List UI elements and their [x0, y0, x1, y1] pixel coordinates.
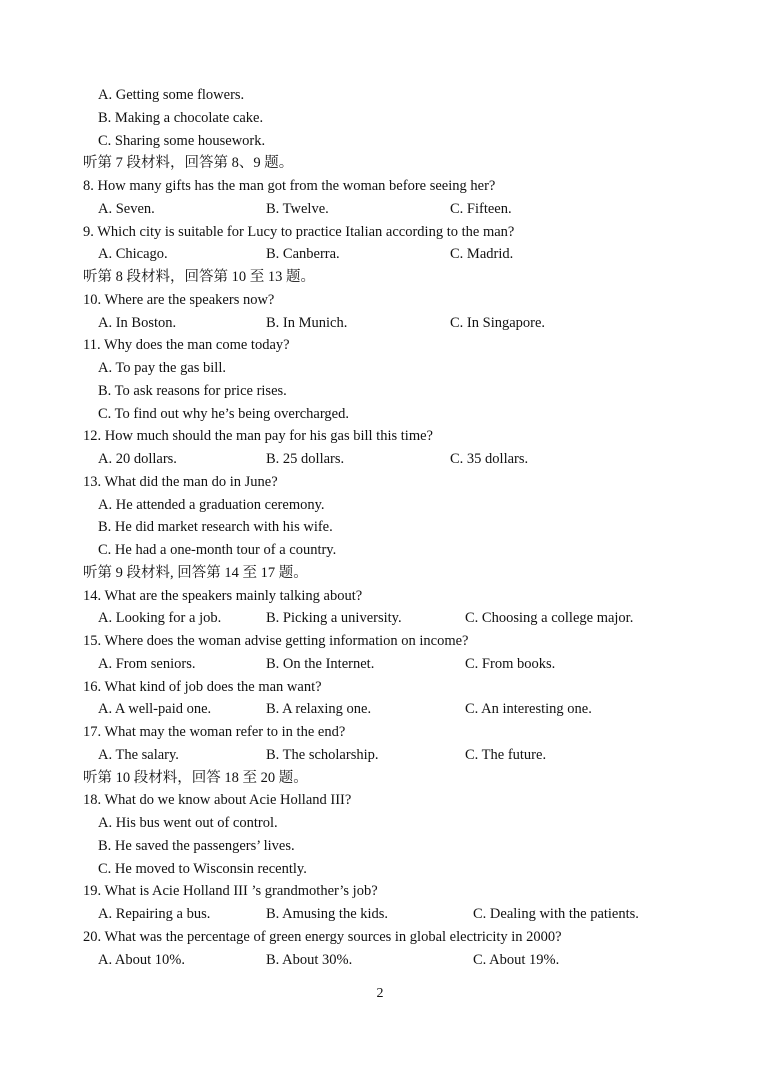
option-text: B. He saved the passengers’ lives. — [98, 838, 295, 854]
option-a: A. 20 dollars. — [98, 451, 177, 467]
question-text: 8. How many gifts has the man got from the woman before seeing her? — [83, 178, 496, 194]
option-b: B. Twelve. — [266, 201, 329, 217]
option-text: C. To find out why he’s being overcharged. — [98, 406, 349, 422]
option-c: C. Fifteen. — [450, 201, 512, 217]
question-text: 11. Why does the man come today? — [83, 337, 290, 353]
option-c: C. About 19%. — [473, 952, 560, 968]
option-text: C. Sharing some housework. — [98, 133, 266, 149]
option-c: C. Choosing a college major. — [465, 610, 634, 626]
question-text: 17. What may the woman refer to in the end? — [83, 724, 346, 740]
section-instruction: 听第 8 段材料，回答第 10 至 13 题。 — [83, 269, 315, 285]
option-text: C. He had a one-month tour of a country. — [98, 542, 337, 558]
option-b: B. Canberra. — [266, 246, 340, 262]
option-c: C. Madrid. — [450, 246, 514, 262]
section-instruction: 听第 10 段材料，回答 18 至 20 题。 — [83, 770, 308, 786]
option-text: B. He did market research with his wife. — [98, 519, 333, 535]
option-a: A. Seven. — [98, 201, 155, 217]
question-text: 18. What do we know about Acie Holland III? — [83, 792, 352, 808]
option-a: A. In Boston. — [98, 315, 177, 331]
option-text: A. Getting some flowers. — [98, 87, 245, 103]
option-c: C. In Singapore. — [450, 315, 546, 331]
option-a: A. From seniors. — [98, 656, 196, 672]
option-b: B. On the Internet. — [266, 656, 375, 672]
option-text: A. He attended a graduation ceremony. — [98, 497, 325, 513]
section-instruction: 听第 9 段材料, 回答第 14 至 17 题。 — [83, 565, 308, 581]
question-text: 12. How much should the man pay for his gas bill this time? — [83, 428, 433, 444]
option-text: A. His bus went out of control. — [98, 815, 278, 831]
option-c: C. Dealing with the patients. — [473, 906, 639, 922]
option-b: B. About 30%. — [266, 952, 353, 968]
question-text: 19. What is Acie Holland III ’s grandmother’s job? — [83, 883, 378, 899]
option-a: A. A well-paid one. — [98, 701, 212, 717]
option-a: A. About 10%. — [98, 952, 185, 968]
option-text: B. Making a chocolate cake. — [98, 110, 264, 126]
option-b: B. The scholarship. — [266, 747, 379, 763]
question-text: 16. What kind of job does the man want? — [83, 679, 322, 695]
option-a: A. Chicago. — [98, 246, 168, 262]
question-text: 15. Where does the woman advise getting information on income? — [83, 633, 469, 649]
option-text: B. To ask reasons for price rises. — [98, 383, 287, 399]
question-text: 10. Where are the speakers now? — [83, 292, 275, 308]
question-text: 13. What did the man do in June? — [83, 474, 278, 490]
question-text: 14. What are the speakers mainly talking about? — [83, 588, 363, 604]
option-a: A. The salary. — [98, 747, 179, 763]
option-b: B. In Munich. — [266, 315, 348, 331]
option-c: C. From books. — [465, 656, 556, 672]
option-a: A. Repairing a bus. — [98, 906, 211, 922]
option-b: B. 25 dollars. — [266, 451, 345, 467]
option-b: B. A relaxing one. — [266, 701, 372, 717]
option-c: C. An interesting one. — [465, 701, 592, 717]
option-a: A. Looking for a job. — [98, 610, 222, 626]
option-text: C. He moved to Wisconsin recently. — [98, 861, 307, 877]
option-text: A. To pay the gas bill. — [98, 360, 226, 376]
section-instruction: 听第 7 段材料，回答第 8、9 题。 — [83, 155, 294, 171]
question-text: 9. Which city is suitable for Lucy to practice Italian according to the man? — [83, 224, 515, 240]
option-c: C. The future. — [465, 747, 547, 763]
option-b: B. Amusing the kids. — [266, 906, 389, 922]
option-c: C. 35 dollars. — [450, 451, 529, 467]
option-b: B. Picking a university. — [266, 610, 402, 626]
question-text: 20. What was the percentage of green energy sources in global electricity in 2000? — [83, 929, 562, 945]
page-number: 2 — [376, 986, 384, 1001]
